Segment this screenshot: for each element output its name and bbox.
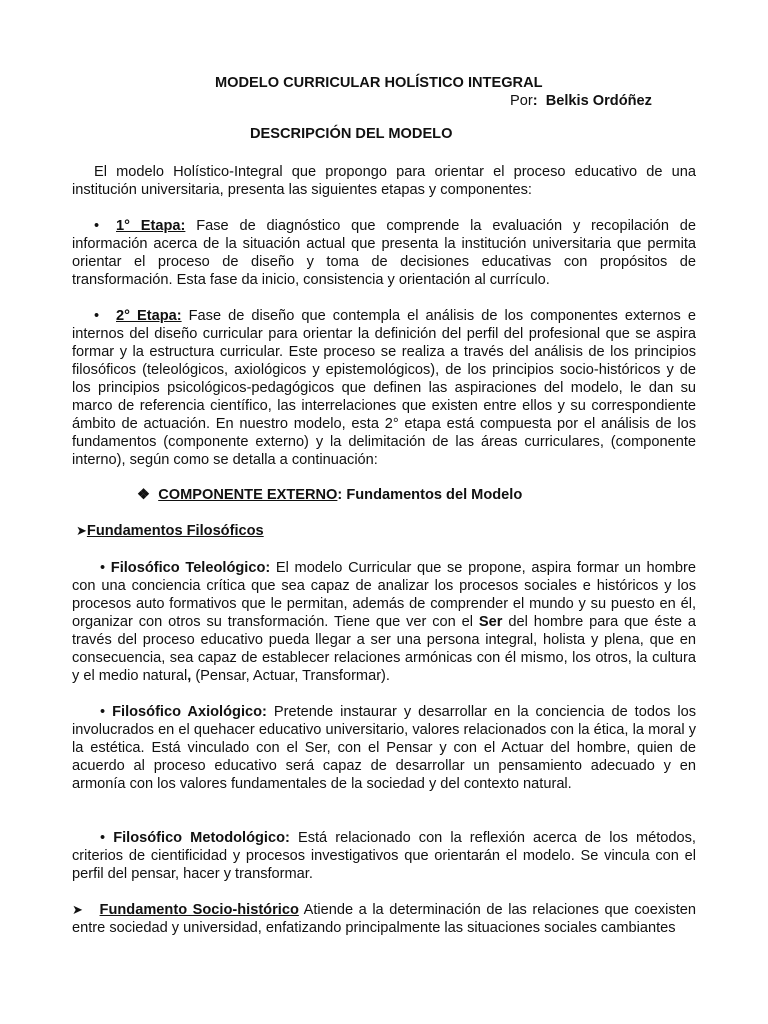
socio-historico-text: Atiende a la determinación de las relaciones que coexisten entre sociedad y universidad, enfatizando principalmente las situaciones sociales cambiantes	[72, 902, 697, 936]
bullet-icon: •	[94, 308, 100, 324]
socio-historico-label: Fundamento Socio-histórico	[99, 902, 299, 918]
axiologico-text: Pretende instaurar y desarrollar en la conciencia de todos los involucrados en el quehacer educativo universitario, valores relacionados con la ética, la moral y la estética. Está vinculado con el Ser, con el Pensar y con el Actuar del hombre, quien de acuerdo al proceso educativo será capaz de desarrollar un pensamiento adecuado y en armonía con los valores fundamentales de la sociedad y del contexto natural.	[72, 704, 697, 792]
stage1-paragraph	[72, 217, 696, 289]
axiologico-paragraph	[72, 703, 696, 793]
bullet-icon: •	[100, 704, 106, 720]
axiologico-label: Filosófico Axiológico:	[112, 704, 267, 720]
author-line	[510, 92, 710, 110]
stage2-label: 2° Etapa:	[116, 308, 182, 324]
stage2-text: Fase de diseño que contempla el análisis de los componentes externos e internos del diseño curricular para orientar la definición del perfil del profesional que se aspira formar y la estructura curricular. Este proceso se realiza a través del análisis de los principios filosóficos (teleológicos, axiológicos y epistemológicos), de los principios socio-históricos y de los principios psicológicos-pedagógicos que definen las aspiraciones del modelo, le dan su marco de referencia científico, las interrelaciones que existen entre ellos y su correspondiente ámbito de actuación. En nuestro modelo, esta 2° etapa está compuesta por el análisis de los fundamentos (componente externo) y la delimitación de las áreas curriculares, (componente interno), según como se detalla a continuación:	[72, 308, 696, 468]
teleologico-text-2: del hombre para que éste a través del proceso educativo pueda llegar a ser una persona integral, holista y plena, que en consecuencia, sea capaz de establecer relaciones armónicas con él mismo, los otros, la cultura y el medio natural	[72, 614, 697, 684]
stage2-paragraph	[72, 307, 696, 469]
stage1-label: 1° Etapa:	[116, 218, 186, 234]
bullet-icon: •	[94, 218, 100, 234]
arrow-bullet-icon: ➤	[76, 523, 87, 538]
metodologico-paragraph	[72, 829, 696, 883]
socio-historico-paragraph	[72, 901, 696, 937]
stage1-text: Fase de diagnóstico que comprende la evaluación y recopilación de información acerca de la situación actual que presenta la institución universitaria que permita orientar el proceso de diseño y toma de decisiones educativas con propósitos de transformación. Esta fase da inicio, consistencia y orientación al currículo.	[72, 218, 696, 288]
teleologico-text-1: El modelo Curricular que se propone, aspira formar un hombre con una conciencia crítica que sea capaz de analizar los procesos sociales e históricos y los procesos auto formativos que le permitan, además de comprender el mundo y su puesto en él, organizar con otros su transformación. Tiene que ver con el	[72, 560, 696, 630]
arrow-bullet-icon: ➤	[72, 902, 83, 917]
component-rest: : Fundamentos del Modelo	[337, 487, 523, 503]
author-name: Belkis Ordóñez	[545, 93, 652, 109]
author-prefix: Por	[510, 93, 533, 109]
bullet-icon: •	[100, 560, 106, 576]
teleologico-paragraph	[72, 559, 696, 685]
component-label: COMPONENTE EXTERNO	[158, 487, 338, 503]
fundamentos-label: Fundamentos Filosóficos	[86, 523, 264, 539]
fundamentos-heading	[76, 522, 700, 540]
document-title: MODELO CURRICULAR HOLÍSTICO INTEGRAL	[215, 75, 543, 91]
intro-paragraph: El modelo Holístico-Integral que propongo para orientar el proceso educativo de una institución universitaria, presenta las siguientes etapas y componentes:	[72, 164, 696, 198]
teleologico-ser: Ser	[478, 614, 503, 630]
metodologico-label: Filosófico Metodológico:	[113, 830, 290, 846]
bullet-icon: •	[100, 830, 106, 846]
metodologico-text: Está relacionado con la reflexión acerca de los métodos, criterios de cientificidad y procesos investigativos que orientarán el modelo. Se vincula con el perfil del pensar, hacer y transformar.	[72, 830, 696, 882]
teleologico-text-3: (Pensar, Actuar, Transformar).	[191, 668, 390, 684]
diamond-bullet-icon: ❖	[137, 487, 151, 503]
teleologico-comma: ,	[187, 668, 192, 684]
component-heading	[137, 486, 697, 504]
section-title: DESCRIPCIÓN DEL MODELO	[250, 126, 453, 142]
teleologico-label: Filosófico Teleológico:	[110, 560, 271, 576]
author-colon: :	[532, 93, 538, 109]
